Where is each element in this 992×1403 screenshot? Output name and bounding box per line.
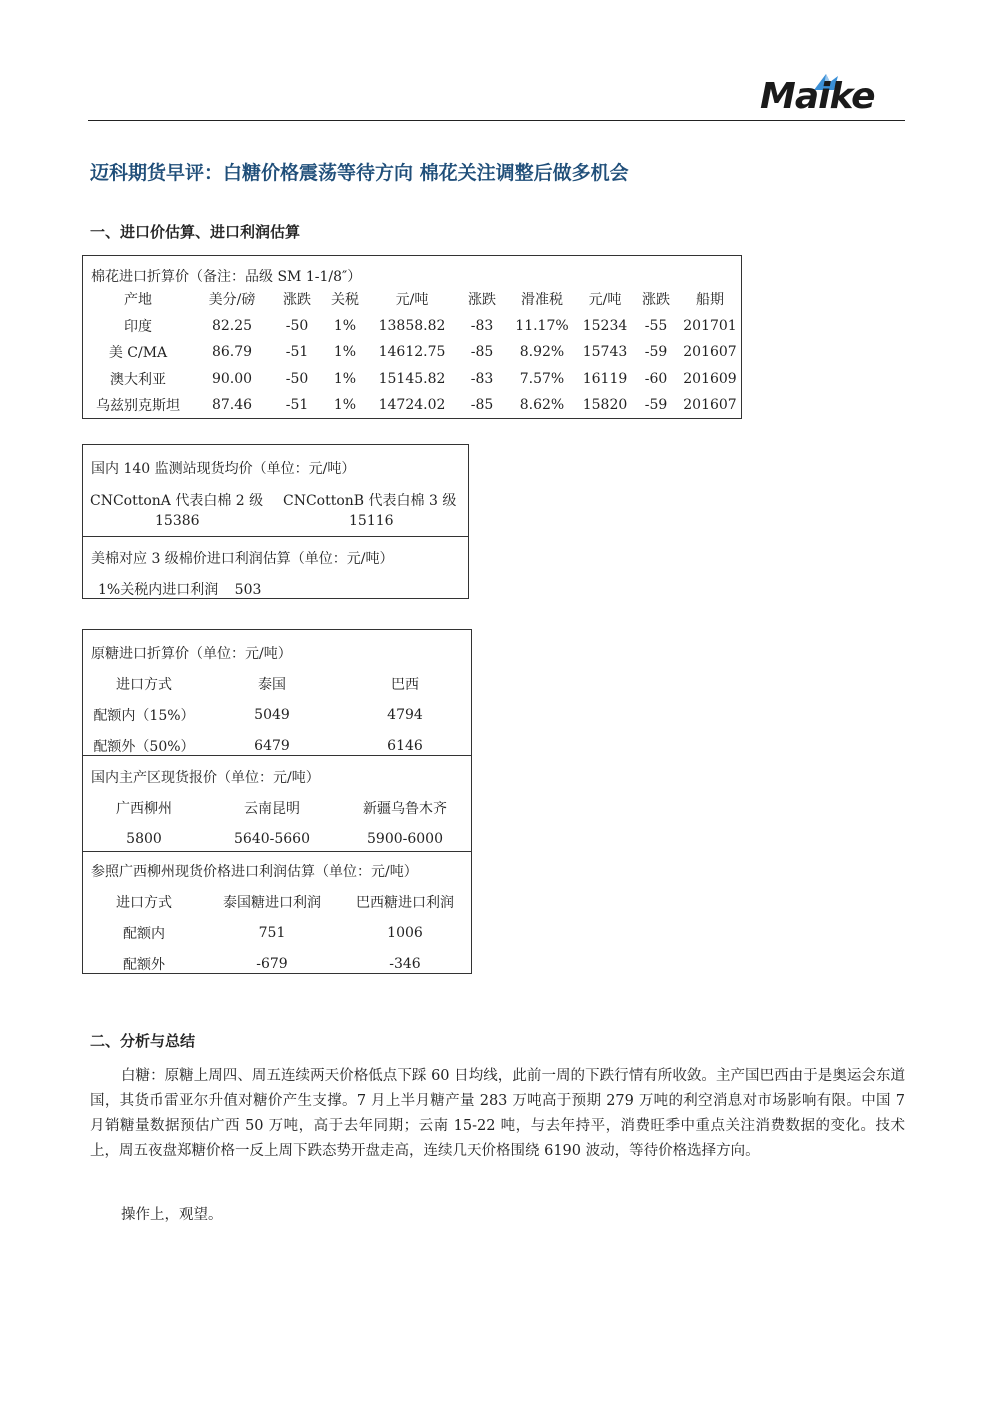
table-cell: 1% [333, 344, 357, 361]
maike-logo [760, 72, 900, 120]
table-header-cell: 云南昆明 [244, 800, 300, 817]
table-cell: 4794 [387, 706, 423, 723]
cncotton-b-label: CNCottonB 代表白棉 3 级 [283, 493, 457, 509]
header-rule [88, 120, 905, 121]
cncotton-a-label: CNCottonA 代表白棉 2 级 [90, 493, 264, 509]
operation-paragraph: 操作上，观望。 [121, 1207, 223, 1223]
table-cell: -51 [285, 397, 309, 414]
table-cell: 乌兹别克斯坦 [96, 398, 180, 415]
table-cell: 751 [258, 924, 286, 941]
table-row [83, 917, 471, 948]
table-header-cell: 新疆乌鲁木齐 [363, 800, 447, 817]
sugar-spot-header-row [83, 792, 471, 823]
table-cell: 86.79 [211, 344, 253, 361]
table-cell: -50 [285, 370, 309, 387]
table-cell: -59 [644, 397, 668, 414]
table-cell: 16119 [582, 370, 628, 387]
table-cell: -55 [644, 317, 668, 334]
table-header-cell: 元/吨 [395, 292, 429, 309]
table-cell: 印度 [124, 318, 152, 335]
table-cell: -60 [644, 370, 668, 387]
cotton-header-row [83, 286, 741, 313]
cotton-import-caption: 棉花进口折算价（备注：品级 SM 1-1/8″） [91, 269, 362, 285]
table-cell: 1% [333, 317, 357, 334]
section-divider [83, 851, 471, 852]
sugar-table [82, 629, 472, 974]
table-header-cell: 泰国 [258, 676, 286, 693]
table-cell: -85 [470, 344, 494, 361]
table-cell: -83 [470, 370, 494, 387]
table-cell: 6479 [254, 737, 290, 754]
table-row [83, 313, 741, 340]
table-cell: 15145.82 [378, 370, 446, 387]
section1-heading: 一、进口价估算、进口利润估算 [90, 223, 301, 241]
table-cell: 5049 [254, 706, 290, 723]
table-cell: 美 C/MA [108, 345, 168, 362]
table-cell: 15234 [582, 317, 628, 334]
sugar-import-header-row [83, 668, 471, 699]
table-header-cell: 元/吨 [588, 292, 622, 309]
section-divider [83, 536, 468, 537]
table-header-cell: 泰国糖进口利润 [223, 894, 321, 911]
table-cell: -50 [285, 317, 309, 334]
table-cell: 201609 [683, 370, 737, 387]
table-row [83, 948, 471, 979]
table-header-cell: 船期 [696, 292, 724, 309]
analysis-paragraph: 白糖：原糖上周四、周五连续两天价格低点下踩 60 日均线，此前一周的下跌行情有所收敛。主产国巴西由于是奥运会东道国，其货币雷亚尔升值对糖价产生支撑。7 月上半月糖产量 283 万吨高于预期 279 万吨的利空消息对市场影响有限。中国 7 月销糖量数据预估广西 50 万吨，高于去年同期；云南 15-22 吨，与去年持平，消费旺季中重点关注消费数据的变化。技术上，周五夜盘郑糖价格一反上周下跌态势开盘走高，连续几天价格围绕 6190 波动，等待价格选择方向。 [90, 1068, 905, 1159]
table-header-cell: 美分/磅 [208, 292, 256, 309]
table-cell: 201607 [683, 344, 737, 361]
table-cell: 1% [333, 397, 357, 414]
domestic-cotton-caption: 国内 140 监测站现货均价（单位：元/吨） [91, 461, 356, 477]
table-cell: 6146 [387, 737, 423, 754]
table-cell: 13858.82 [378, 317, 446, 334]
table-header-cell: 滑准税 [521, 292, 563, 309]
section-divider [83, 755, 471, 756]
table-cell: 201701 [683, 317, 737, 334]
section2-heading: 二、分析与总结 [90, 1032, 196, 1050]
table-cell: 14612.75 [378, 344, 446, 361]
table-cell: 8.92% [519, 344, 565, 361]
table-cell: 配额外 [123, 956, 165, 973]
cncotton-a-value: 15386 [155, 513, 200, 529]
cotton-profit-caption: 美棉对应 3 级棉价进口利润估算（单位：元/吨） [91, 551, 394, 567]
table-header-cell: 巴西糖进口利润 [356, 894, 454, 911]
table-cell: -85 [470, 397, 494, 414]
table-cell: 1% [333, 370, 357, 387]
table-cell: 90.00 [211, 370, 253, 387]
table-cell: 82.25 [211, 317, 253, 334]
table-row [83, 366, 741, 393]
table-header-cell: 关税 [331, 292, 359, 309]
sugar-spot-caption: 国内主产区现货报价（单位：元/吨） [91, 770, 320, 786]
sugar-import-caption: 原糖进口折算价（单位：元/吨） [91, 646, 292, 662]
table-cell: 5640-5660 [234, 830, 310, 847]
table-header-cell: 涨跌 [283, 292, 311, 309]
table-row [83, 699, 471, 730]
table-header-cell: 涨跌 [642, 292, 670, 309]
sugar-profit-header-row [83, 886, 471, 917]
table-cell: 7.57% [519, 370, 565, 387]
table-cell: -51 [285, 344, 309, 361]
table-header-cell: 进口方式 [116, 676, 172, 693]
table-cell: -679 [256, 955, 288, 972]
table-cell: 配额内 [123, 925, 165, 942]
table-row [83, 823, 471, 854]
cotton-profit-line [98, 579, 261, 599]
table-cell: 8.62% [519, 397, 565, 414]
table-cell: 1006 [387, 924, 423, 941]
table-cell: 5800 [126, 830, 162, 847]
table-cell: -346 [389, 955, 421, 972]
cotton-profit-value: 503 [234, 582, 262, 598]
table-cell: 15743 [582, 344, 628, 361]
table-cell: 201607 [683, 397, 737, 414]
table-header-cell: 涨跌 [468, 292, 496, 309]
sugar-profit-caption: 参照广西柳州现货价格进口利润估算（单位：元/吨） [91, 864, 418, 880]
cotton-import-table [82, 255, 742, 419]
domestic-cotton-table [82, 444, 469, 599]
table-row [83, 339, 741, 366]
table-cell: -59 [644, 344, 668, 361]
table-cell: 配额外（50%） [93, 738, 195, 755]
cotton-profit-label: 1%关税内进口利润 [98, 582, 219, 598]
cncotton-b-value: 15116 [349, 513, 394, 529]
page-title: 迈科期货早评：白糖价格震荡等待方向 棉花关注调整后做多机会 [90, 162, 629, 184]
table-row [83, 730, 471, 761]
table-header-cell: 巴西 [391, 676, 419, 693]
table-cell: 87.46 [211, 397, 253, 414]
logo-text: Maike [760, 76, 875, 117]
table-cell: 15820 [582, 397, 628, 414]
table-cell: 澳大利亚 [110, 371, 166, 388]
table-row [83, 392, 741, 419]
table-header-cell: 进口方式 [116, 894, 172, 911]
table-header-cell: 广西柳州 [116, 800, 172, 817]
table-cell: 5900-6000 [367, 830, 443, 847]
table-cell: 配额内（15%） [93, 707, 195, 724]
table-cell: -83 [470, 317, 494, 334]
table-cell: 14724.02 [378, 397, 446, 414]
table-header-cell: 产地 [124, 292, 152, 309]
table-cell: 11.17% [515, 317, 569, 334]
